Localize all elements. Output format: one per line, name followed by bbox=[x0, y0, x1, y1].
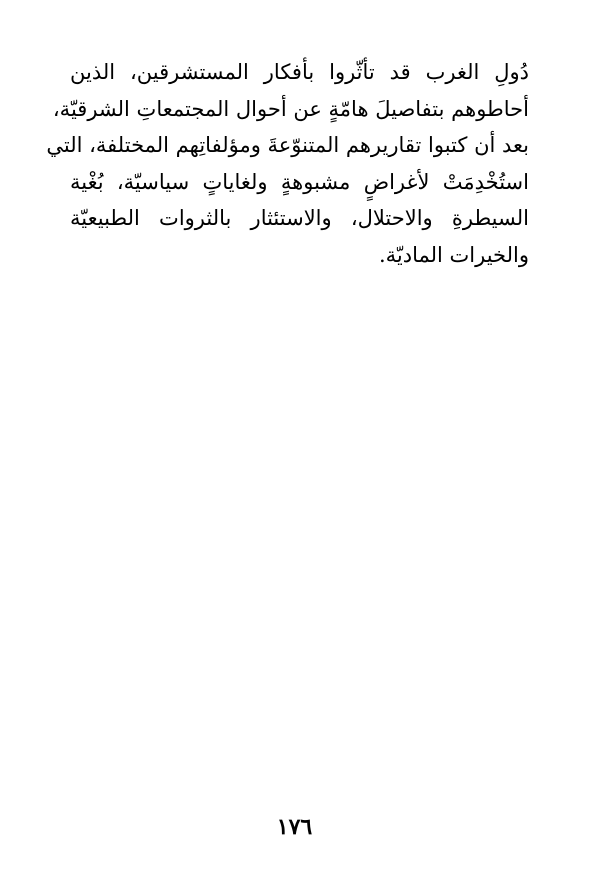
text-line: دُولِ الغرب قد تأثّروا بأفكار المستشرقين، الذين bbox=[70, 60, 529, 84]
text-line: السيطرةِ والاحتلال، والاستئثار بالثروات الطبيعيّة bbox=[70, 206, 529, 231]
text-line: والخيرات الماديّة. bbox=[378, 242, 529, 267]
text-line: بعد أن كتبوا تقاريرهم المتنوّعةَ ومؤلفاتِهم المختلفة، التي bbox=[46, 133, 529, 158]
body-text bbox=[46, 54, 529, 274]
page-number: ١٧٦ bbox=[276, 814, 313, 840]
text-line: استُخْدِمَتْ لأغراضٍ مشبوهةٍ ولغاياتٍ سياسيّة، بُغْية bbox=[70, 169, 529, 194]
text-line: أحاطوهم بتفاصيلَ هامّةٍ عن أحوال المجتمعاتِ الشرقيّة، bbox=[52, 96, 529, 121]
